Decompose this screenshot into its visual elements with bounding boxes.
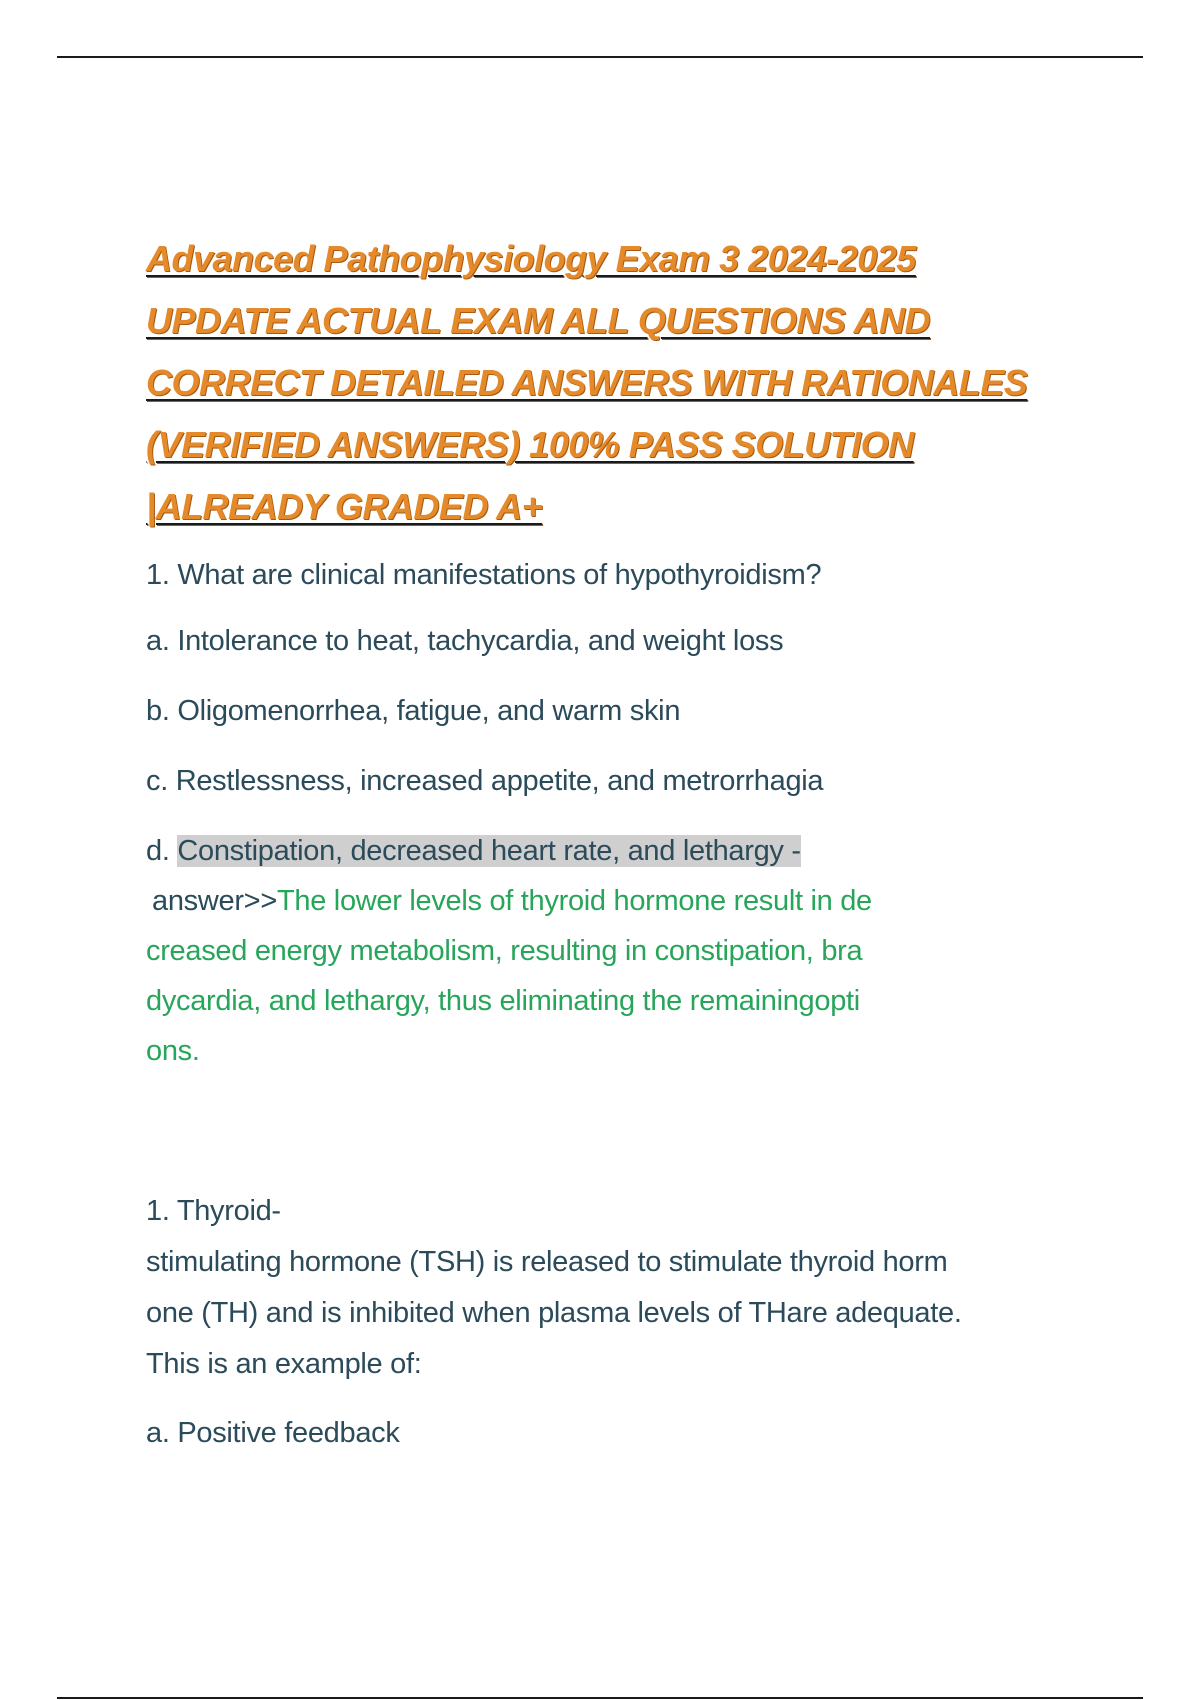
- document-title: [146, 228, 1086, 538]
- option-d-prefix: d.: [146, 835, 178, 867]
- answer-label: answer>>: [152, 885, 277, 917]
- question-1-text: 1. What are clinical manifestations of hypothyroidism?: [146, 559, 822, 591]
- answer-line: [146, 876, 1006, 926]
- bottom-rule: [57, 1697, 1143, 1699]
- title-line: (VERIFIED ANSWERS) 100% PASS SOLUTION: [146, 424, 914, 465]
- rationale-text: ons.: [146, 1035, 200, 1067]
- rationale-text: creased energy metabolism, resulting in constipation, bra: [146, 935, 863, 967]
- question-2-option-a: a. Positive feedback: [146, 1417, 400, 1449]
- question-1-option-b: b. Oligomenorrhea, fatigue, and warm skin: [146, 695, 681, 727]
- top-rule: [57, 56, 1143, 58]
- question-1-option-d: [146, 826, 1086, 876]
- question-1-answer: [146, 876, 1006, 1076]
- question-2-line: This is an example of:: [146, 1348, 422, 1380]
- rationale-text: The lower levels of thyroid hormone result in de: [276, 885, 872, 917]
- title-line: Advanced Pathophysiology Exam 3 2024-2025: [146, 238, 916, 279]
- rationale-text: dycardia, and lethargy, thus eliminating the remainingopti: [146, 985, 860, 1017]
- question-2-line: one (TH) and is inhibited when plasma levels of THare adequate.: [146, 1297, 962, 1329]
- question-2-line: 1. Thyroid-: [146, 1195, 281, 1227]
- question-2-line: stimulating hormone (TSH) is released to stimulate thyroid horm: [146, 1246, 948, 1278]
- document-body: [146, 228, 1086, 1458]
- title-line: |ALREADY GRADED A+: [146, 486, 543, 527]
- highlighted-correct-answer: Constipation, decreased heart rate, and lethargy -: [177, 835, 801, 867]
- title-line: UPDATE ACTUAL EXAM ALL QUESTIONS AND: [146, 300, 931, 341]
- question-1-option-c: c. Restlessness, increased appetite, and metrorrhagia: [146, 765, 824, 797]
- question-1-option-a: a. Intolerance to heat, tachycardia, and weight loss: [146, 625, 784, 657]
- title-line: CORRECT DETAILED ANSWERS WITH RATIONALES: [146, 362, 1028, 403]
- question-2-text: [146, 1186, 1086, 1390]
